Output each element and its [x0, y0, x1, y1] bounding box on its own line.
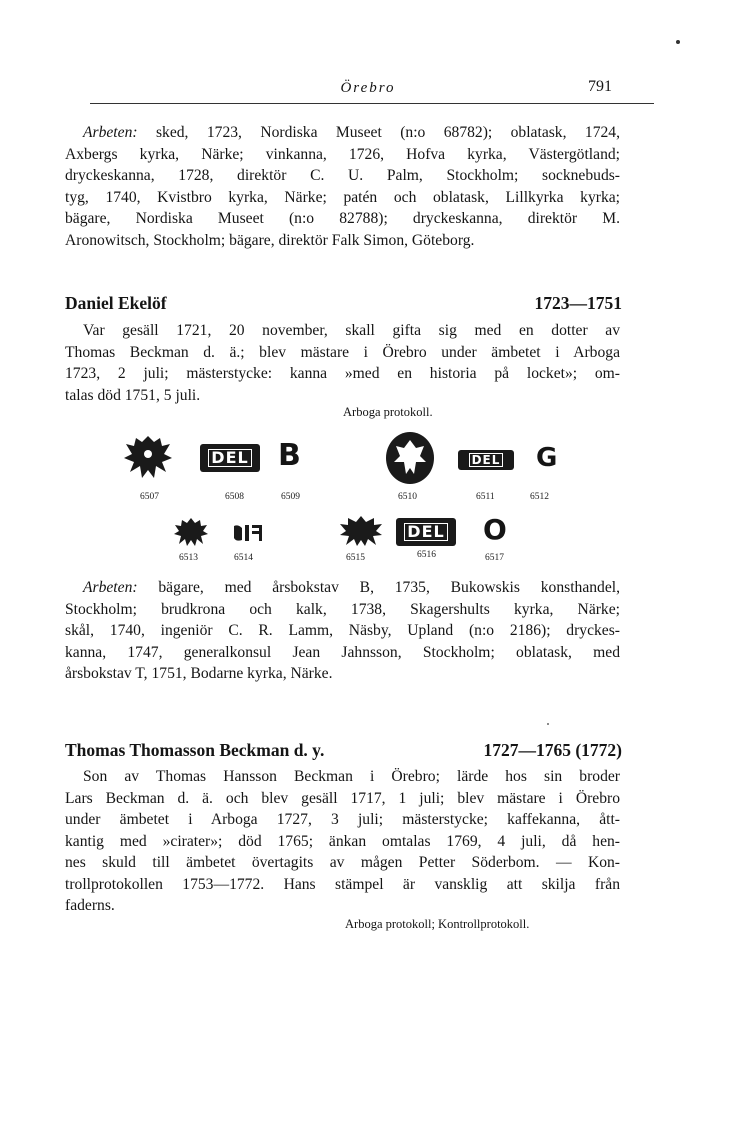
mark-number: 6508 [225, 492, 244, 502]
del-stamp-6508: DEL [200, 444, 260, 472]
eagle-mark-icon [338, 514, 384, 548]
mark-number: 6515 [346, 553, 365, 563]
mark-number: 6514 [234, 553, 253, 563]
del-stamp-6511: DEL [458, 450, 514, 470]
intro-line: dryckeskanna, 1728, direktör C. U. Palm, Stockholm; socknebuds- [65, 167, 620, 184]
entry1-bio [65, 320, 620, 406]
page-number: 791 [588, 78, 612, 95]
bio-line: Lars Beckman d. ä. och blev gesäll 1717, 1 juli; blev mästare i Örebro [65, 789, 620, 807]
mark-number: 6509 [281, 492, 300, 502]
crowned-eagle-mark-icon [120, 432, 176, 482]
mark-number: 6516 [417, 550, 436, 560]
works-line: Stockholm; brudkrona och kalk, 1738, Skagershults kyrka, Närke; [65, 600, 620, 618]
year-letter-g: G [536, 443, 558, 473]
intro-line: Axbergs kyrka, Närke; vinkanna, 1726, Hofva kyrka, Västergötland; [65, 145, 620, 163]
intro-line: bägare, Nordiska Museet (n:o 82788); dryckeskanna, direktör M. [65, 210, 620, 227]
header-rule [90, 103, 654, 104]
entry-heading-ekelof [65, 293, 622, 314]
stray-dot [547, 723, 549, 725]
bio-line: nes skuld till ämbetet övertagits av mågen Petter Söderbom. — Kon- [65, 854, 620, 871]
bio-line: Thomas Beckman d. ä.; blev mästare i Örebro under ämbetet i Arboga [65, 343, 620, 361]
entry1-works [65, 577, 620, 685]
intro-line: Aronowitsch, Stockholm; bägare, direktör Falk Simon, Göteborg. [65, 231, 475, 249]
small-eagle-mark-icon [172, 516, 210, 548]
year-letter-b: B [278, 438, 301, 473]
bio-line: under ämbetet i Arboga 1727, 3 juli; mästerstycke; kaffekanna, ått- [65, 811, 620, 828]
master-years: 1723—1751 [534, 293, 622, 313]
bio-line: kantig med »cirater»; död 1765; änkan omtalas 1769, 4 juli, då hen- [65, 832, 620, 850]
intro-line: tyg, 1740, Kvistbro kyrka, Närke; patén och oblatask, Lillkyrka kyrka; [65, 188, 620, 206]
worn-del-stamp-icon [232, 522, 266, 544]
bio-line: faderns. [65, 897, 115, 914]
margin-dot [676, 40, 680, 44]
running-title: Örebro [340, 80, 396, 96]
year-letter-o: O [483, 513, 507, 546]
works-line: kanna, 1747, generalkonsul Jean Jahnsson, Stockholm; oblatask, med [65, 643, 620, 661]
master-years: 1727—1765 (1772) [483, 740, 622, 760]
source-note: Arboga protokoll; Kontrollprotokoll. [345, 917, 530, 931]
entry2-bio [65, 766, 620, 917]
bio-line: 1723, 2 juli; mästerstycke: kanna »med en historia på locket»; om- [65, 365, 620, 382]
entry-heading-beckman [65, 740, 622, 761]
master-name: Daniel Ekelöf [65, 293, 167, 313]
works-line: årsbokstav T, 1751, Bodarne kyrka, Närke. [65, 665, 333, 682]
mark-number: 6517 [485, 553, 504, 563]
works-label: Arbeten: [83, 124, 138, 141]
bio-line: Var gesäll 1721, 20 november, skall gifta sig med en dotter av [83, 322, 620, 339]
mark-number: 6513 [179, 553, 198, 563]
oval-eagle-mark-icon [384, 430, 436, 486]
bio-line: talas död 1751, 5 juli. [65, 386, 201, 404]
intro-line: Arbeten: sked, 1723, Nordiska Museet (n:o 68782); oblatask, 1724, [83, 124, 620, 141]
mark-number: 6510 [398, 492, 417, 502]
bio-line: Son av Thomas Hansson Beckman i Örebro; lärde hos sin broder [83, 768, 620, 785]
source-note: Arboga protokoll. [343, 405, 433, 419]
intro-paragraph [65, 122, 620, 251]
works-label: Arbeten: [83, 579, 138, 596]
del-stamp-6516: DEL [396, 518, 456, 546]
works-line: skål, 1740, ingeniör C. R. Lamm, Näsby, Upland (n:o 2186); dryckes- [65, 622, 620, 639]
bio-line: trollprotokollen 1753—1772. Hans stämpel är vansklig att skilja från [65, 875, 620, 893]
mark-number: 6511 [476, 492, 495, 502]
master-name: Thomas Thomasson Beckman d. y. [65, 740, 325, 760]
mark-number: 6507 [140, 492, 159, 502]
mark-number: 6512 [530, 492, 549, 502]
works-line: Arbeten: bägare, med årsbokstav B, 1735, Bukowskis konsthandel, [83, 579, 620, 596]
